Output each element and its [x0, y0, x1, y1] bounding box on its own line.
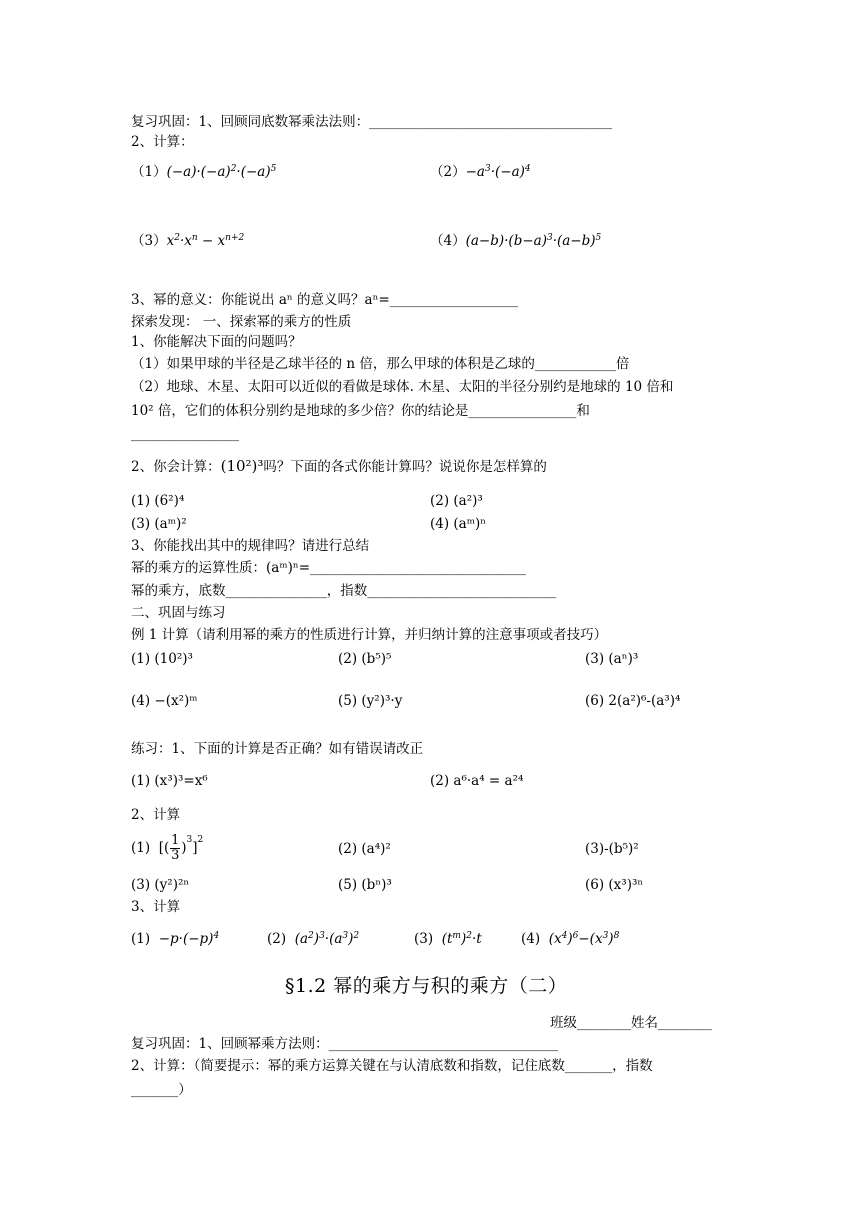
- exercise-f4: (3) (y²)²ⁿ: [131, 877, 190, 893]
- example-e5: (5) (y²)³·y: [338, 693, 403, 709]
- exercise-c1: (1) (x³)³=x⁶: [131, 773, 208, 789]
- example-e2: (2) (b⁵)⁵: [338, 651, 392, 667]
- section2-calc-line2: _______）: [131, 1082, 192, 1098]
- explore-q1: 1、你能解决下面的问题吗？: [131, 334, 302, 350]
- exercise2-heading: 2、计算: [131, 807, 181, 823]
- power-rule-explain: 幂的乘方，底数_______________，指数____________________________: [131, 583, 557, 599]
- explore-q2: 2、你会计算：(10²)³吗？下面的各式你能计算吗？说说你是怎样算的: [131, 457, 547, 475]
- exercise-f6: (6) (x³)³ⁿ: [585, 877, 644, 893]
- power-meaning: 3、幂的意义：你能说出 aⁿ 的意义吗？aⁿ=___________________: [131, 292, 519, 308]
- section2-review: 复习巩固：1、回顾幂乘方法则：__________________________________: [131, 1036, 559, 1052]
- exercise-f5: (5) (bⁿ)³: [338, 877, 392, 893]
- explore-p2: (2) (a²)³: [430, 493, 483, 509]
- explore-q3: 3、你能找出其中的规律吗？请进行总结: [131, 538, 370, 554]
- practice-heading: 二、巩固与练习: [131, 605, 226, 621]
- example-e1: (1) (10²)³: [131, 651, 193, 667]
- section2-calc-line1: 2、计算：（简要提示：幂的乘方运算关键在与认清底数和指数，记住底数_______，指数: [131, 1058, 653, 1074]
- explore-p3: (3) (aᵐ)²: [131, 516, 187, 532]
- explore-heading: 探索发现： 一、探索幂的乘方的性质: [131, 314, 352, 330]
- exercise-g1: $(1) -p\cdot(-p)^4$: [131, 931, 220, 947]
- exercise3-heading: 3、计算: [131, 899, 181, 915]
- exercise-g2: (2) $(a^2)^3\cdot(a^3)^2$: [267, 931, 360, 947]
- section2-title: §1.2 幂的乘方与积的乘方（二）: [285, 975, 568, 997]
- review-q3: $(3)x^2\cdot x^n - x^{n+2}$: [131, 233, 245, 249]
- example-e4: (4) −(x²)ᵐ: [131, 693, 198, 709]
- class-name-fields: 班级________姓名________: [550, 1015, 712, 1031]
- exercise-f3: (3)-(b⁵)²: [585, 841, 639, 857]
- exercise1-heading: 练习：1、下面的计算是否正确？如有错误请改正: [131, 741, 424, 757]
- fraction-one-third: $\frac{1}{3}$: [171, 833, 180, 863]
- exercise-g4: (4) $(x^4)^6-(x^3)^8$: [521, 931, 620, 947]
- example1-heading: 例 1 计算（请利用幂的乘方的性质进行计算，并归纳计算的注意事项或者技巧）: [131, 627, 608, 643]
- exercise-g3: (3) $(t^m)^2\cdot t$: [414, 931, 482, 947]
- review-q2: $(2)-a^3\cdot(-a)^4$: [430, 164, 531, 180]
- review-rule-line: 复习巩固：1、回顾同底数幂乘法法则：____________________________________: [131, 114, 613, 130]
- explore-p4: (4) (aᵐ)ⁿ: [430, 516, 487, 532]
- review-q1: $(1)(-a)\cdot(-a)^2\cdot(-a)^5$: [131, 164, 277, 180]
- example-e3: (3) (aⁿ)³: [585, 651, 639, 667]
- example-e6: (6) 2(a²)⁶-(a³)⁴: [585, 693, 681, 709]
- explore-q1b-line1: （2）地球、木星、太阳可以近似的看做是球体. 木星、太阳的半径分别约是地球的 10 倍和: [131, 379, 674, 395]
- explore-q1b-line2: 10² 倍，它们的体积分别约是地球的多少倍？你的结论是________________和: [131, 403, 590, 419]
- explore-p1: (1) (6²)⁴: [131, 493, 185, 509]
- explore-q1b-line3: ________________: [131, 426, 239, 442]
- power-rule: 幂的乘方的运算性质：(aᵐ)ⁿ=________________________________: [131, 560, 527, 576]
- exercise-c2: (2) a⁶·a⁴ = a²⁴: [430, 773, 524, 789]
- explore-q1a: （1）如果甲球的半径是乙球半径的 n 倍，那么甲球的体积是乙球的____________倍: [131, 356, 630, 372]
- exercise-f2: (2) (a⁴)²: [338, 841, 391, 857]
- calc-heading: 2、计算：: [131, 134, 194, 150]
- exercise-f1: (1) [( $\frac{1}{3}$ )$^3$]$^2$: [131, 833, 204, 863]
- review-q4: $(4)(a-b)\cdot(b-a)^3\cdot(a-b)^5$: [430, 233, 602, 249]
